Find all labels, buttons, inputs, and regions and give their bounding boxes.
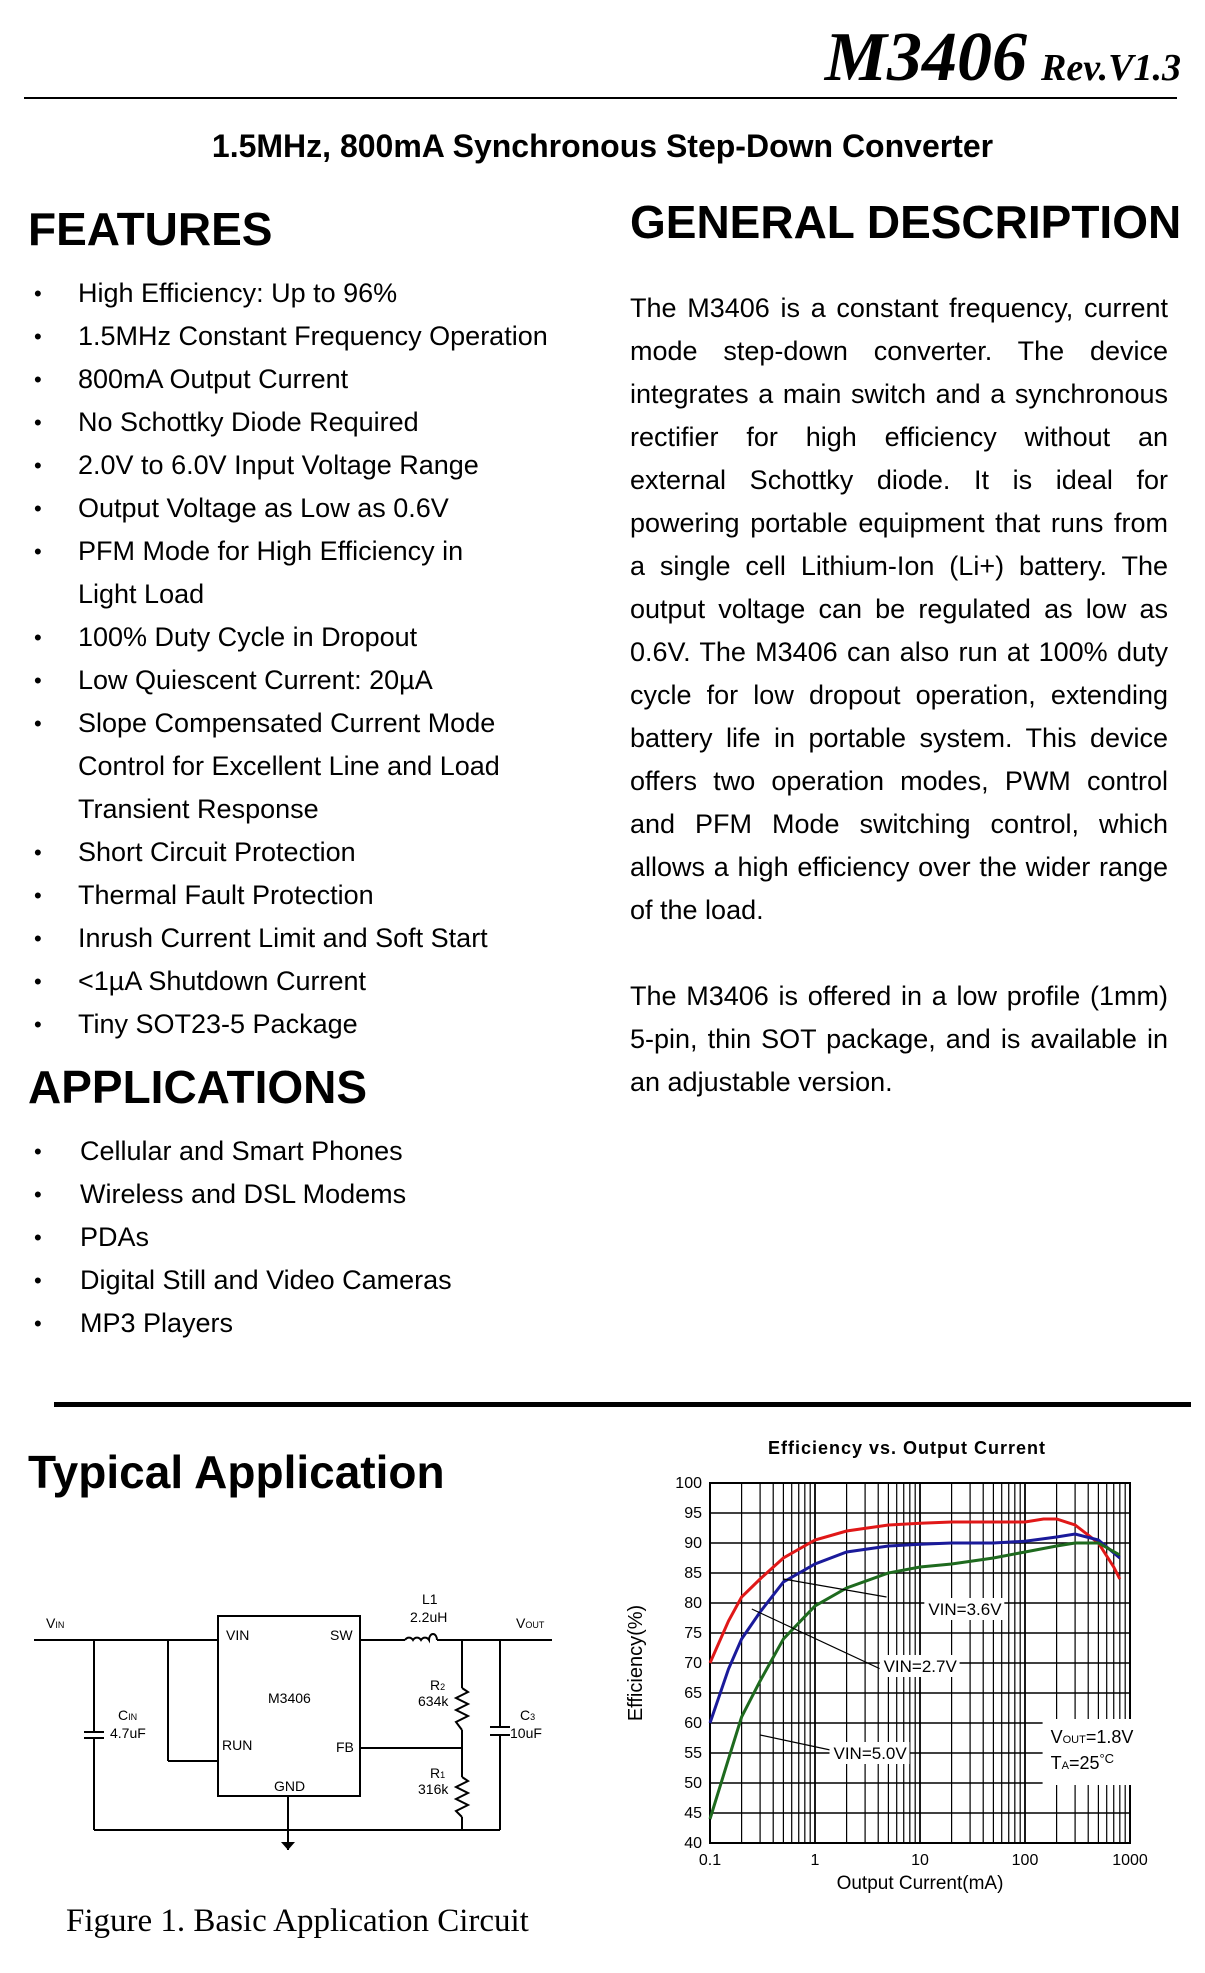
feature-text: Transient Response <box>78 794 319 824</box>
feature-item <box>28 831 588 874</box>
application-item <box>28 1216 588 1259</box>
typical-application-heading: Typical Application <box>28 1446 445 1498</box>
features-list <box>28 272 588 1046</box>
bullet-icon: • <box>34 539 42 564</box>
bullet-icon: • <box>34 1268 42 1293</box>
annotation-label: VIN=2.7V <box>883 1657 957 1676</box>
feature-item <box>28 272 588 315</box>
general-description-heading: GENERAL DESCRIPTION <box>630 196 1182 248</box>
resistor-r1 <box>456 1777 468 1817</box>
condition-vout: VOUT=1.8V <box>1050 1727 1134 1747</box>
feature-text: 800mA Output Current <box>78 364 349 394</box>
r2-value: 634k <box>418 1693 449 1709</box>
feature-text: 2.0V to 6.0V Input Voltage Range <box>78 450 479 480</box>
svg-text:VOUT: VOUT <box>516 1615 545 1631</box>
y-axis-label: Efficiency(%) <box>625 1604 647 1722</box>
x-tick-label: 10 <box>911 1852 929 1869</box>
feature-item <box>28 1003 588 1046</box>
applications-list <box>28 1130 588 1345</box>
application-item <box>28 1302 588 1345</box>
bullet-icon: • <box>34 1225 42 1250</box>
application-item <box>28 1259 588 1302</box>
svg-text:R1: R1 <box>430 1765 446 1781</box>
bullet-icon: • <box>34 711 42 736</box>
feature-text: <1µA Shutdown Current <box>78 966 366 996</box>
pin-vin-label: VIN <box>226 1627 250 1643</box>
feature-item <box>28 917 588 960</box>
x-tick-label: 0.1 <box>698 1852 722 1869</box>
r1-label: R <box>430 1765 441 1781</box>
feature-item <box>28 315 588 358</box>
y-tick-label: 50 <box>684 1775 702 1792</box>
feature-text: Light Load <box>78 579 205 609</box>
svg-text:C3: C3 <box>520 1707 536 1723</box>
efficiency-chart <box>625 1428 1175 1908</box>
feature-item <box>28 401 588 444</box>
application-circuit-schematic <box>30 1540 570 1850</box>
condition-ta: $TA=25^{^\circ C}$ <box>1050 1751 1115 1773</box>
x-tick-label: 1000 <box>1112 1852 1148 1869</box>
feature-item <box>28 487 588 530</box>
bullet-icon: • <box>34 1182 42 1207</box>
svg-text:VIN: VIN <box>46 1615 65 1631</box>
y-tick-label: 40 <box>684 1835 702 1852</box>
svg-text:R2: R2 <box>430 1677 446 1693</box>
pin-gnd-label: GND <box>274 1778 306 1794</box>
feature-text: Low Quiescent Current: 20µA <box>78 665 433 695</box>
x-tick-label: 100 <box>1011 1852 1039 1869</box>
application-text: MP3 Players <box>80 1308 234 1338</box>
vout-label: V <box>516 1615 526 1631</box>
application-item <box>28 1173 588 1216</box>
bullet-icon: • <box>34 453 42 478</box>
y-tick-label: 100 <box>675 1475 702 1492</box>
feature-item <box>28 960 588 1003</box>
chip-label: M3406 <box>268 1690 311 1706</box>
annotation-label: VIN=5.0V <box>833 1744 907 1763</box>
feature-item <box>28 444 588 487</box>
l1-value: 2.2uH <box>410 1609 448 1625</box>
feature-item <box>28 702 588 831</box>
chip-body <box>218 1616 360 1796</box>
svg-text:CIN: CIN <box>118 1707 138 1723</box>
y-tick-label: 65 <box>684 1685 702 1702</box>
feature-text: Output Voltage as Low as 0.6V <box>78 493 449 523</box>
c3-label: C <box>520 1707 531 1723</box>
pin-fb-label: FB <box>336 1739 354 1755</box>
section-divider <box>54 1402 1191 1407</box>
l1-label: L1 <box>422 1591 438 1607</box>
y-tick-label: 60 <box>684 1715 702 1732</box>
x-tick-label: 1 <box>810 1852 820 1869</box>
bullet-icon: • <box>34 926 42 951</box>
inductor-l1 <box>405 1634 437 1640</box>
y-tick-label: 85 <box>684 1565 702 1582</box>
bullet-icon: • <box>34 281 42 306</box>
bullet-icon: • <box>34 625 42 650</box>
x-axis-label: Output Current(mA) <box>836 1873 1004 1894</box>
bullet-icon: • <box>34 1012 42 1037</box>
y-tick-labels <box>675 1475 702 1852</box>
bullet-icon: • <box>34 324 42 349</box>
application-text: Cellular and Smart Phones <box>80 1136 403 1166</box>
feature-text: Short Circuit Protection <box>78 837 356 867</box>
r1-value: 316k <box>418 1781 449 1797</box>
ground-icon <box>281 1842 295 1850</box>
pin-sw-label: SW <box>330 1627 353 1643</box>
revision: Rev.V1.3 <box>1040 47 1181 89</box>
application-text: PDAs <box>80 1222 150 1252</box>
feature-text: 100% Duty Cycle in Dropout <box>78 622 418 652</box>
application-item <box>28 1130 588 1173</box>
cin-label: C <box>118 1707 129 1723</box>
bullet-icon: • <box>34 1311 42 1336</box>
bullet-icon: • <box>34 1139 42 1164</box>
part-number: M3406 <box>824 19 1027 96</box>
annotation-label: VIN=3.6V <box>928 1600 1002 1619</box>
applications-heading: APPLICATIONS <box>28 1061 368 1113</box>
cin-value: 4.7uF <box>110 1725 146 1741</box>
bullet-icon: • <box>34 883 42 908</box>
feature-text: PFM Mode for High Efficiency in <box>78 536 464 566</box>
feature-item <box>28 530 588 616</box>
x-tick-labels <box>699 1852 1148 1869</box>
feature-item <box>28 358 588 401</box>
description-paragraph-2: The M3406 is offered in a low profile (1mm) 5-pin, thin SOT package, and is available in an adjustable version. <box>630 981 1168 1097</box>
feature-text: No Schottky Diode Required <box>78 407 419 437</box>
feature-item <box>28 659 588 702</box>
chart-title: Efficiency vs. Output Current <box>767 1438 1047 1458</box>
vin-label: V <box>46 1615 56 1631</box>
r2-label: R <box>430 1677 441 1693</box>
y-tick-label: 95 <box>684 1505 702 1522</box>
y-tick-label: 80 <box>684 1595 702 1612</box>
bullet-icon: • <box>34 840 42 865</box>
figure-caption: Figure 1. Basic Application Circuit <box>66 1903 529 1939</box>
bullet-icon: • <box>34 969 42 994</box>
bullet-icon: • <box>34 367 42 392</box>
features-heading: FEATURES <box>28 203 273 255</box>
bullet-icon: • <box>34 496 42 521</box>
y-tick-label: 75 <box>684 1625 702 1642</box>
y-tick-label: 45 <box>684 1805 702 1822</box>
part-number-title <box>825 18 1181 108</box>
feature-text: Control for Excellent Line and Load <box>78 751 500 781</box>
bullet-icon: • <box>34 410 42 435</box>
pin-run-label: RUN <box>222 1737 253 1753</box>
y-tick-label: 55 <box>684 1745 702 1762</box>
application-text: Wireless and DSL Modems <box>80 1179 407 1209</box>
application-text: Digital Still and Video Cameras <box>80 1265 452 1295</box>
bullet-icon: • <box>34 668 42 693</box>
description-paragraph-1: The M3406 is a constant frequency, current mode step-down converter. The device integrates a main switch and a synchronous rectifier for high efficiency without an external Schottky diode. It is ideal for powering portable equipment that runs from a single cell Lithium-Ion (Li+) battery. The output voltage can be regulated as low as 0.6V. The M3406 can also run at 100% duty cycle for low dropout operation, extending battery life in portable system. This device offers two operation modes, PWM control and PFM Mode switching control, which allows a high efficiency over the wider range of the load. <box>630 293 1168 925</box>
y-tick-label: 90 <box>684 1535 702 1552</box>
y-tick-label: 70 <box>684 1655 702 1672</box>
feature-text: Slope Compensated Current Mode <box>78 708 496 738</box>
feature-item <box>28 874 588 917</box>
document-subtitle: 1.5MHz, 800mA Synchronous Step-Down Converter <box>211 128 994 164</box>
feature-text: 1.5MHz Constant Frequency Operation <box>78 321 548 351</box>
resistor-r2 <box>456 1688 468 1730</box>
feature-item <box>28 616 588 659</box>
feature-text: Inrush Current Limit and Soft Start <box>78 923 488 953</box>
header-divider <box>24 97 1177 99</box>
annotation-leader <box>760 1735 830 1750</box>
feature-text: Tiny SOT23-5 Package <box>78 1009 358 1039</box>
c3-value: 10uF <box>510 1725 542 1741</box>
feature-text: Thermal Fault Protection <box>78 880 374 910</box>
feature-text: High Efficiency: Up to 96% <box>78 278 398 308</box>
